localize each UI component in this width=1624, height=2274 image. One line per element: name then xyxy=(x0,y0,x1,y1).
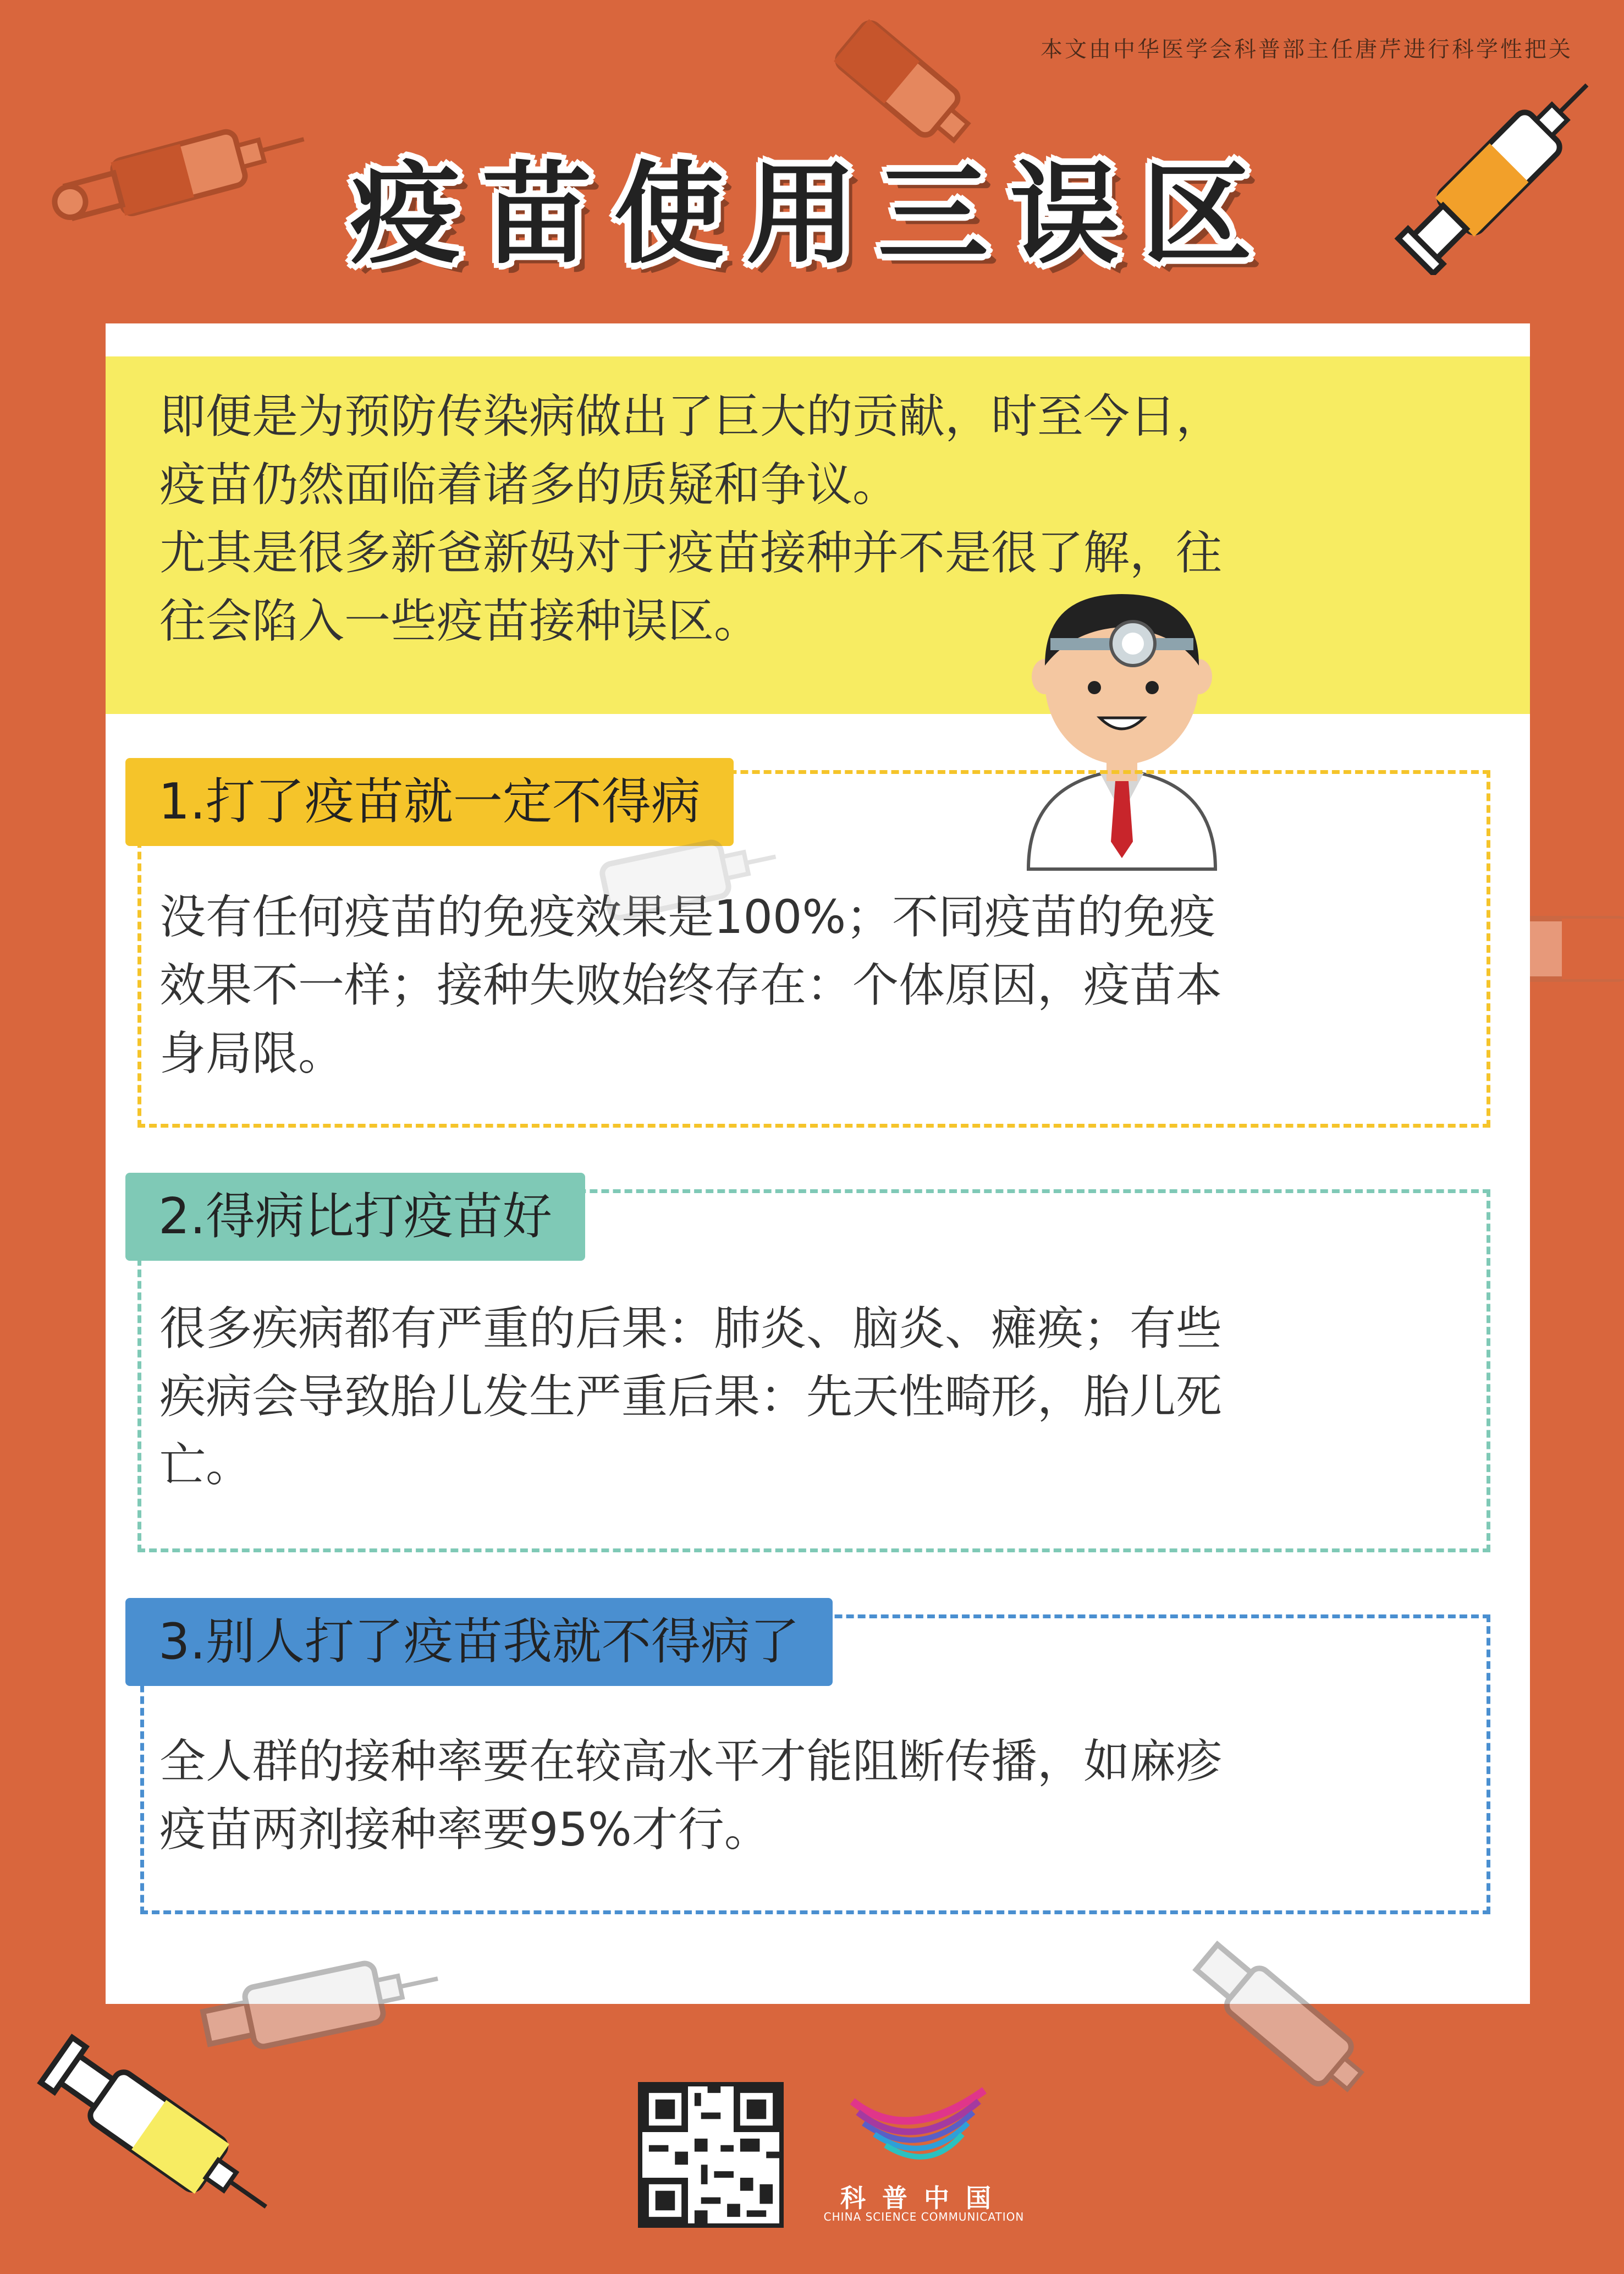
section-line: 没有任何疫苗的免疫效果是100%；不同疫苗的免疫 xyxy=(159,890,1216,944)
section-line: 亡。 xyxy=(159,1438,252,1492)
kepu-china-logo xyxy=(841,2079,995,2178)
section-text-2 xyxy=(159,1294,1479,1499)
section-text-1 xyxy=(159,883,1479,1087)
syringe-icon xyxy=(181,1931,445,2074)
qr-code xyxy=(638,2082,784,2228)
section-text-3 xyxy=(159,1727,1479,1864)
intro-line: 往会陷入一些疫苗接种误区。 xyxy=(159,594,761,648)
syringe-icon xyxy=(550,825,781,935)
section-heading-1: 1.打了疫苗就一定不得病 xyxy=(125,758,734,846)
logo-name: 科普中国 xyxy=(840,2183,1008,2213)
intro-line: 疫苗仍然面临着诸多的质疑和争议。 xyxy=(159,458,899,512)
intro-line: 尤其是很多新爸新妈对于疫苗接种并不是很了解，往 xyxy=(159,526,1223,580)
credit-line: 本文由中华医学会科普部主任唐芹进行科学性把关 xyxy=(1041,37,1573,62)
section-line: 效果不一样；接种失败始终存在：个体原因，疫苗本 xyxy=(159,958,1223,1012)
section-line: 全人群的接种率要在较高水平才能阻断传播，如麻疹 xyxy=(159,1734,1223,1788)
intro-text xyxy=(159,382,1496,655)
section-line: 身局限。 xyxy=(159,1026,345,1080)
syringe-icon xyxy=(1177,1914,1397,2134)
qr-code-icon xyxy=(642,2086,779,2223)
logo-subtitle: CHINA SCIENCE COMMUNICATION xyxy=(823,2210,1025,2223)
section-line: 很多疾病都有严重的后果：肺炎、脑炎、瘫痪；有些 xyxy=(159,1301,1223,1355)
section-heading-3: 3.别人打了疫苗我就不得病了 xyxy=(125,1598,833,1686)
section-heading-2: 2.得病比打疫苗好 xyxy=(125,1173,585,1261)
intro-line: 即便是为预防传染病做出了巨大的贡献，时至今日， xyxy=(159,389,1223,443)
page-title: 疫苗使用三误区 xyxy=(350,151,1274,279)
section-line: 疾病会导致胎儿发生严重后果：先天性畸形，胎儿死 xyxy=(159,1370,1223,1424)
section-line: 疫苗两剂接种率要95%才行。 xyxy=(159,1803,770,1856)
